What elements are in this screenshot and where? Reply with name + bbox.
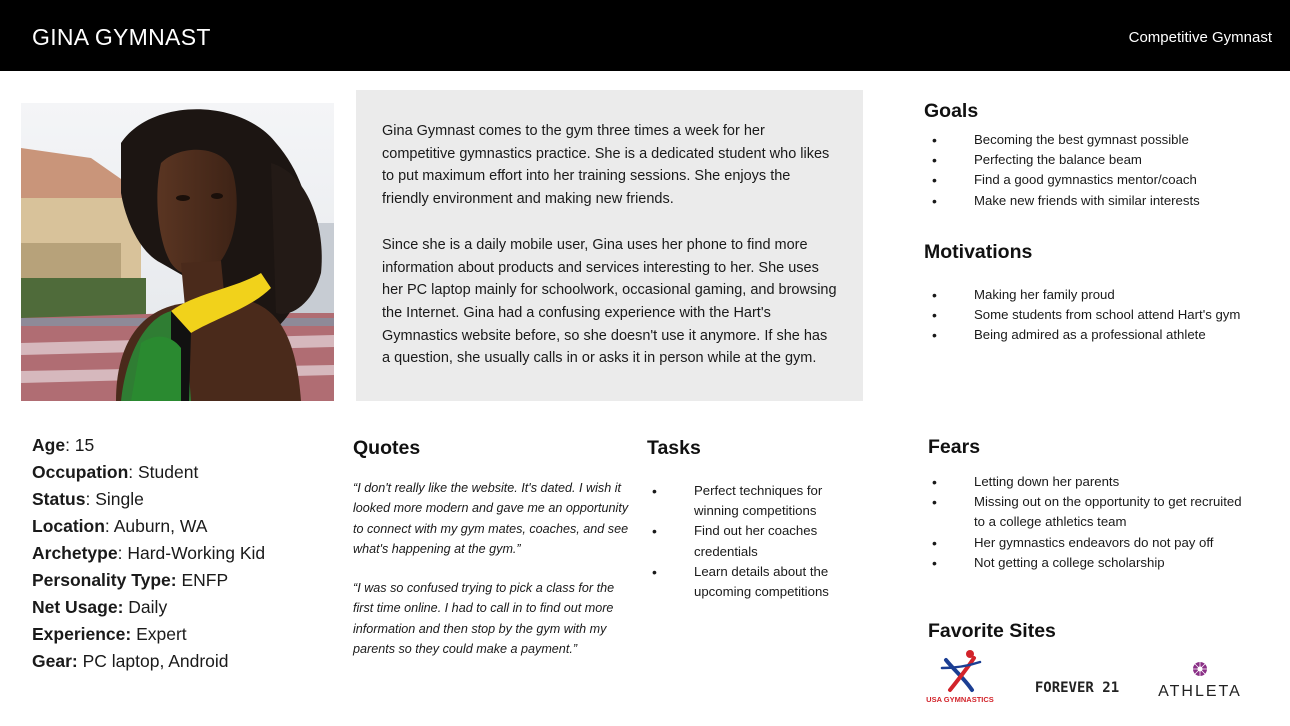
- demographic-label: Occupation: [32, 462, 129, 482]
- list-item: • Letting down her parents: [926, 472, 1256, 492]
- favorite-sites-title: Favorite Sites: [928, 620, 1056, 642]
- goals-list: [926, 130, 1200, 211]
- demographic-row: Archetype: Hard-Working Kid: [32, 543, 266, 563]
- demographic-label: Personality Type:: [32, 570, 177, 590]
- persona-photo: [21, 103, 334, 401]
- demographic-row: Occupation: Student: [32, 462, 199, 482]
- demographic-row: [32, 648, 265, 675]
- demographic-value: PC laptop, Android: [82, 651, 229, 671]
- fears-title: Fears: [928, 436, 981, 458]
- quotes-block: [353, 478, 631, 659]
- demographic-value: Auburn, WA: [113, 516, 208, 536]
- demographic-label: Archetype: [32, 543, 118, 563]
- list-item: • Making her family proud: [926, 285, 1240, 305]
- demographic-value: Daily: [128, 597, 168, 617]
- forever21-logo: FOREVER 21: [1034, 680, 1120, 696]
- list-item: • Perfecting the balance beam: [926, 150, 1200, 170]
- tasks-list: [646, 481, 856, 602]
- motivations-title: Motivations: [924, 241, 1033, 263]
- demographic-value: 15: [74, 435, 95, 455]
- usa-gymnastics-logo: [926, 650, 994, 704]
- motivations-list: [926, 285, 1240, 346]
- demographic-label: Net Usage:: [32, 597, 124, 617]
- demographic-row: Status: Single: [32, 489, 144, 509]
- list-item: • Make new friends with similar interests: [926, 191, 1200, 211]
- bio-paragraph: Since she is a daily mobile user, Gina uses her phone to find more information about products and services interesting to her. She uses her PC laptop mainly for schoolwork, occasional gaming, and browsing the Internet. Gina had a confusing experience with the Hart's Gymnastics website before, so she doesn't use it anymore. If she has a question, she usually calls in or asks it in person while at the gym.: [382, 236, 837, 367]
- list-item: • Her gymnastics endeavors do not pay off: [926, 533, 1256, 553]
- persona-role: Competitive Gymnast: [1128, 29, 1272, 46]
- list-item: • Missing out on the opportunity to get recruited to a college athletics team: [926, 492, 1256, 532]
- demographic-label: Gear:: [32, 651, 78, 671]
- list-item: • Learn details about the upcoming competitions: [646, 562, 856, 602]
- demographic-value: ENFP: [181, 570, 229, 590]
- demographic-row: Age: 15: [32, 435, 95, 455]
- persona-name: GINA GYMNAST: [32, 24, 211, 50]
- athleta-logo: [1158, 662, 1242, 700]
- demographic-row: [32, 594, 265, 621]
- demographic-row: [32, 621, 265, 648]
- goals-title: Goals: [924, 100, 979, 122]
- demographics-list: [32, 432, 265, 675]
- demographic-value: Hard-Working Kid: [127, 543, 266, 563]
- bio-panel: [356, 90, 863, 401]
- quote-text: “I don't really like the website. It's dated. I wish it looked more modern and gave me an opportunity to connect with my gym mates, coaches, and see what's happening at the gym.”: [353, 481, 629, 556]
- demographic-label: Status: [32, 489, 86, 509]
- demographic-label: Location: [32, 516, 105, 536]
- logo-text: ATHLETA: [1158, 683, 1242, 700]
- tasks-title: Tasks: [647, 437, 701, 459]
- demographic-row: [32, 567, 265, 594]
- quote-text: “I was so confused trying to pick a class for the first time online. I had to call in to find out more information and then stop by the gym with my parents so they could make a payment.”: [353, 581, 615, 657]
- demographic-row: Location: Auburn, WA: [32, 516, 208, 536]
- logo-text: USA GYMNASTICS: [926, 695, 994, 704]
- bio-paragraph: Gina Gymnast comes to the gym three times a week for her competitive gymnastics practice. She is a dedicated student who likes to put maximum effort into her training sessions. She enjoys the friendly environment and making new friends.: [382, 123, 830, 208]
- demographic-value: Single: [95, 489, 144, 509]
- demographic-value: Student: [138, 462, 199, 482]
- list-item: • Find out her coaches credentials: [646, 521, 856, 561]
- list-item: • Find a good gymnastics mentor/coach: [926, 170, 1200, 190]
- demographic-label: Age: [32, 435, 66, 455]
- demographic-value: Expert: [136, 624, 187, 644]
- fears-list: [926, 472, 1256, 573]
- list-item: • Perfect techniques for winning competitions: [646, 481, 856, 521]
- list-item: • Not getting a college scholarship: [926, 553, 1256, 573]
- list-item: • Being admired as a professional athlete: [926, 325, 1240, 345]
- list-item: • Some students from school attend Hart's gym: [926, 305, 1240, 325]
- demographic-label: Experience:: [32, 624, 132, 644]
- favorite-sites-logos: [924, 648, 1254, 704]
- quotes-title: Quotes: [353, 437, 421, 459]
- list-item: • Becoming the best gymnast possible: [926, 130, 1200, 150]
- header-bar: [0, 0, 1290, 71]
